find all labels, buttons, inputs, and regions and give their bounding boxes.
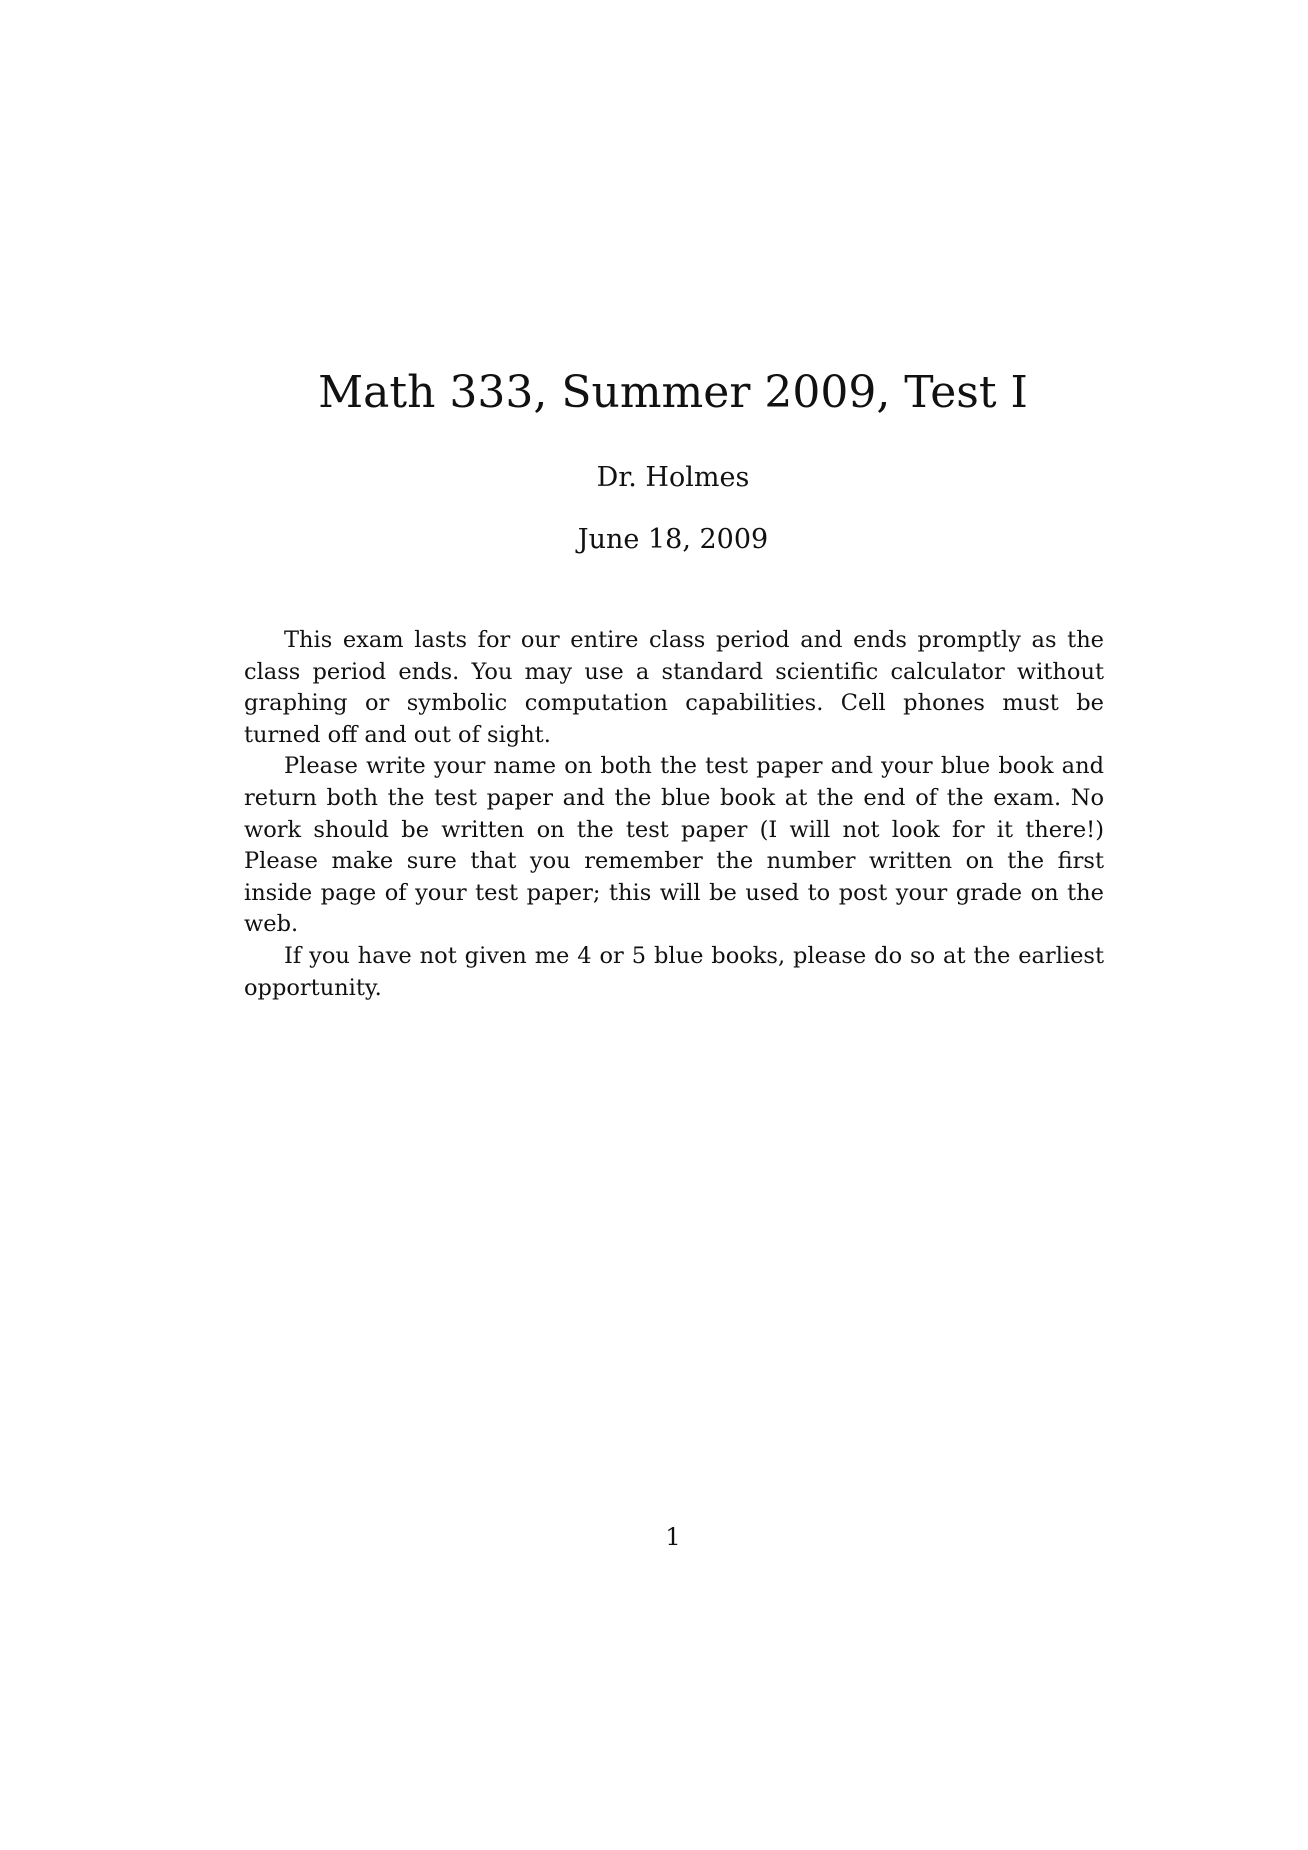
document-title: Math 333, Summer 2009, Test I (318, 367, 1028, 418)
instructions-body (244, 625, 1104, 1004)
document-date: June 18, 2009 (577, 524, 769, 555)
instructions-paragraph: This exam lasts for our entire class period and ends promptly as the class period ends. You may use a standard scientific calculator without graphing or symbolic computation capabilities. Cell phones must be turned off and out of sight. (244, 627, 1104, 748)
instructions-paragraph: If you have not given me 4 or 5 blue books, please do so at the earliest opportunity. (244, 942, 1104, 1001)
instructions-paragraph: Please write your name on both the test paper and your blue book and return both the test paper and the blue book at the end of the exam. No work should be written on the test paper (I will not look for it there!) Please make sure that you remember the number written on the first inside page of your test paper; this will be used to post your grade on the web. (244, 753, 1104, 938)
document-author: Dr. Holmes (596, 462, 750, 493)
page-number: 1 (665, 1523, 681, 1551)
